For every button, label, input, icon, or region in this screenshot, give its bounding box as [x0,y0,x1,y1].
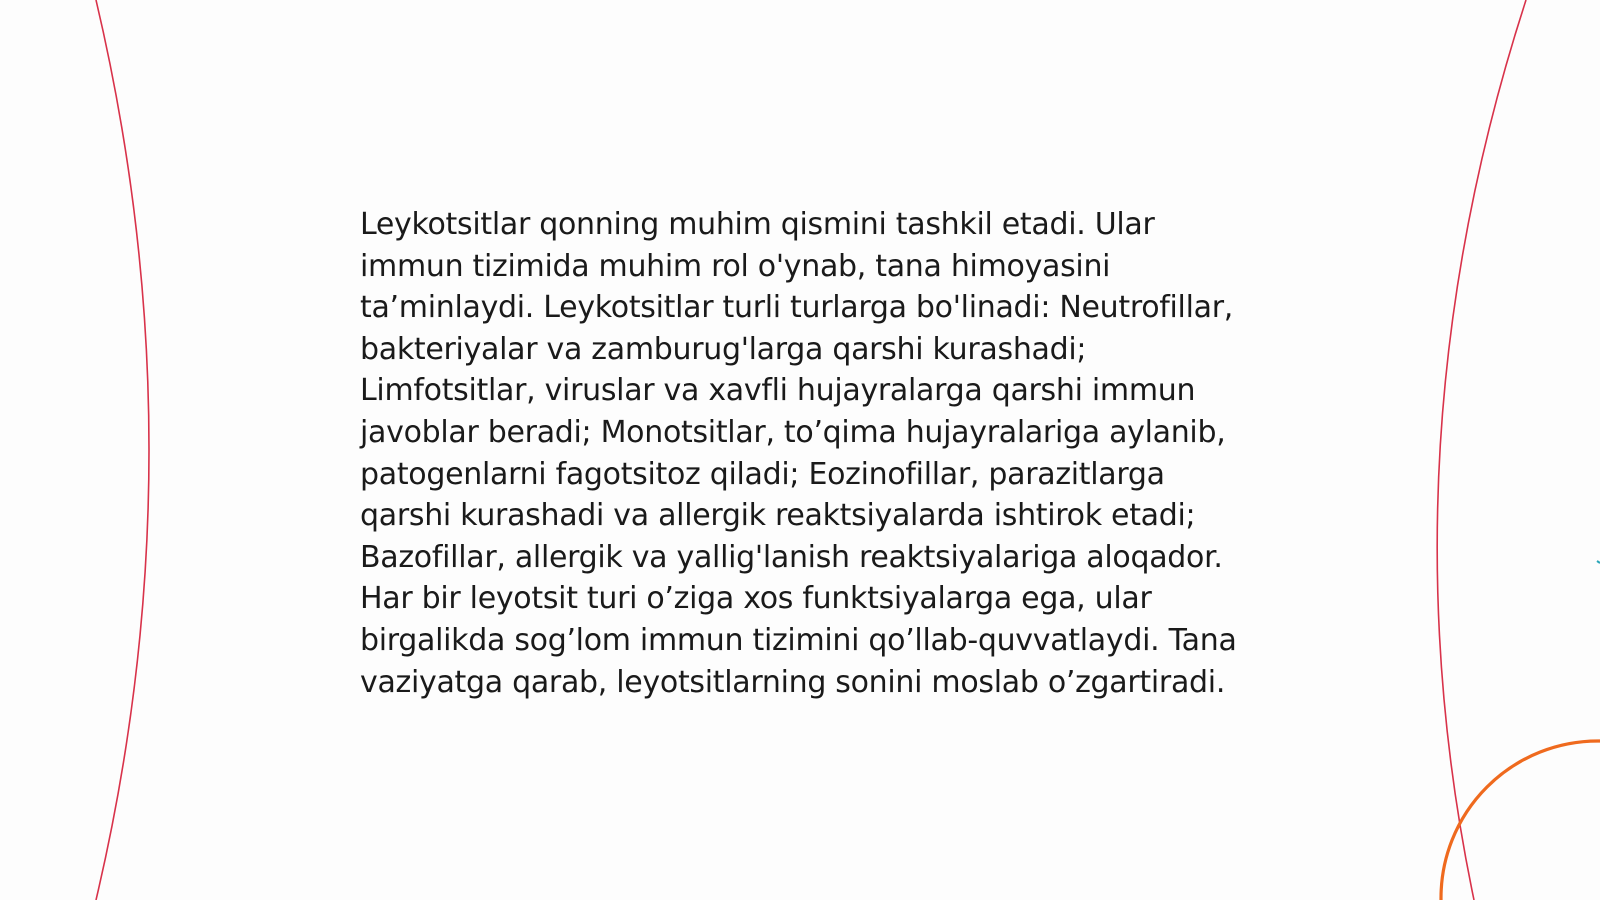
left-arc [96,0,149,900]
orange-ring [1441,741,1600,900]
body-paragraph: Leykotsitlar qonning muhim qismini tashkil etadi. Ular immun tizimida muhim rol o'ynab, tana himoyasini ta’minlaydi. Leykotsitlar turli turlarga bo'linadi: Neutrofillar, bakteriyalar va zamburug'larga qarshi kurashadi; Limfotsitlar, viruslar va xavfli hujayralarga qarshi immun javoblar beradi; Monotsitlar, to’qima hujayralariga aylanib, patogenlarni fagotsitoz qiladi; Eozinofillar, parazitlarga qarshi kurashadi va allergik reaktsiyalarda ishtirok etadi; Bazofillar, allergik va yallig'lanish reaktsiyalariga aloqador. Har bir leyotsit turi o’ziga xos funktsiyalarga ega, ular birgalikda sog’lom immun tizimini qo’llab-quvvatlaydi. Tana vaziyatga qarab, leyotsitlarning sonini moslab o’zgartiradi. [360,207,1237,700]
